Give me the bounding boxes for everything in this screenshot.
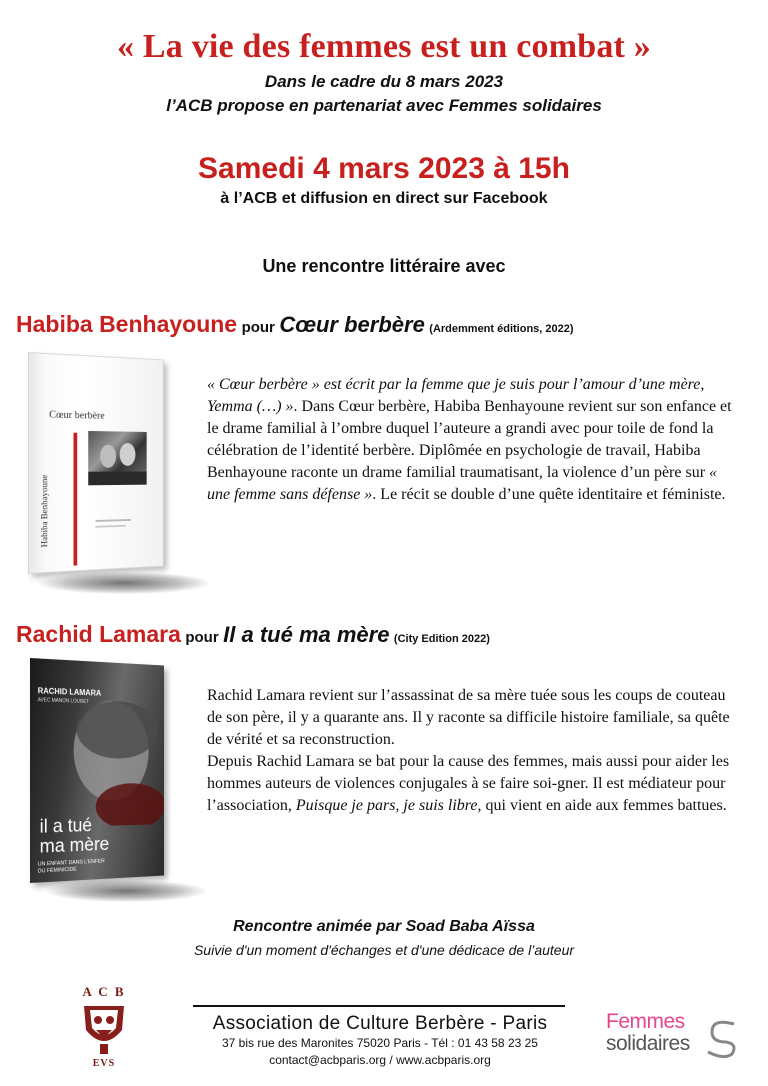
book2-pour: pour [185, 629, 219, 646]
event-date: Samedi 4 mars 2023 à 15h [198, 152, 570, 185]
book2-author: Rachid Lamara [16, 621, 181, 647]
femmes-logo-swirl-icon [702, 1016, 742, 1060]
association-address: 37 bis rue des Maronites 75020 Paris - Tél : 01 43 58 23 25 [222, 1036, 538, 1050]
book1-cover-redbar [74, 433, 78, 566]
book1-cover [28, 352, 164, 574]
book1-desc-part2: . Le récit se double d’une quête identitaire et féministe. [372, 486, 726, 503]
book1-heading [16, 311, 574, 338]
book2-shadow [46, 880, 206, 902]
femmes-solidaires-logo [604, 1010, 744, 1062]
book1-cover-author: Habiba Benhayoune [39, 474, 50, 548]
book2-cover-photo [30, 688, 164, 828]
book2-desc-part1: Rachid Lamara revient sur l’assassinat de sa mère tuée sous les coups de couteau de son père, il y a quarante ans. Il y raconte sa difficile histoire familiale, sa quête de vérité et sa reconstruction. [207, 687, 730, 748]
book1-author: Habiba Benhayoune [16, 311, 238, 337]
book2-cover-title-line2: ma mère [39, 834, 110, 858]
acb-logo-evs: EVS [92, 1058, 116, 1069]
acb-logo [72, 984, 136, 1078]
book1-desc-part1: . Dans Cœur berbère, Habiba Benhayoune revient sur son enfance et le drame familial à l’ombre duquel l’auteure a grandi avec pour toile de fond la célébration de l’identité berbère. Diplômée en psychologie de travail, Habiba Benhayoune raconte un drame familial traumatisant, la violence d’un père sur [207, 398, 732, 481]
book1-pour: pour [241, 319, 275, 336]
followup-line: Suivie d'un moment d'échanges et d'une dédicace de l’auteur [193, 942, 575, 958]
book2-desc-italic: Puisque je pars, je suis libre [295, 797, 478, 814]
intro-heading: Une rencontre littéraire avec [262, 256, 506, 276]
femmes-logo-line2: solidaires [606, 1032, 690, 1055]
book1-title: Cœur berbère [279, 312, 425, 337]
book2-description [207, 685, 742, 817]
event-location: à l’ACB et diffusion en direct sur Facebook [220, 190, 548, 207]
association-contact: contact@acbparis.org / www.acbparis.org [269, 1053, 491, 1067]
book1-cover-title: Cœur berbère [49, 408, 105, 422]
book2-title: Il a tué ma mère [223, 622, 390, 647]
book2-cover-subtitle-line2: DU FÉMINICIDE [37, 866, 77, 875]
book1-description [207, 374, 742, 506]
book2-cover-title-line1: il a tué [39, 815, 93, 838]
book2-cover [30, 658, 164, 883]
partner-line: l’ACB propose en partenariat avec Femmes solidaires [166, 96, 602, 115]
book1-shadow [38, 572, 210, 594]
book2-cover-author: RACHID LAMARA [37, 686, 102, 698]
acb-emblem-icon [78, 1000, 130, 1056]
book1-desc-quote2: « une femme sans défense » [207, 464, 718, 503]
footer-divider [193, 1005, 565, 1007]
book2-cover-coauthor: AVEC MANON LOUBET [37, 697, 89, 705]
book1-publisher: (Ardemment éditions, 2022) [429, 323, 574, 335]
context-line: Dans le cadre du 8 mars 2023 [264, 72, 504, 91]
book2-desc-part2: Depuis Rachid Lamara se bat pour la cause des femmes, mais aussi pour aider les hommes auteurs de violences conjugales à se faire soi-gner. Il est médiateur pour l’association, [207, 753, 730, 814]
book1-desc-quote: « Cœur berbère » est écrit par la femme que je suis pour l’amour d’une mère, Yemma (…) » [207, 376, 705, 415]
association-name: Association de Culture Berbère - Paris [212, 1013, 548, 1034]
book2-publisher: (City Edition 2022) [393, 633, 490, 645]
book1-cover-photo [88, 431, 146, 485]
femmes-logo-line1: Femmes [606, 1010, 685, 1033]
moderator-line: Rencontre animée par Soad Baba Aïssa [233, 918, 535, 935]
acb-logo-letters: A C B [82, 984, 126, 999]
book2-heading [16, 621, 490, 648]
book2-cover-subtitle-line1: UN ENFANT DANS L’ENFER [37, 858, 105, 868]
poster-title: « La vie des femmes est un combat » [117, 28, 651, 65]
book2-desc-part3: , qui vient en aide aux femmes battues. [477, 797, 727, 814]
